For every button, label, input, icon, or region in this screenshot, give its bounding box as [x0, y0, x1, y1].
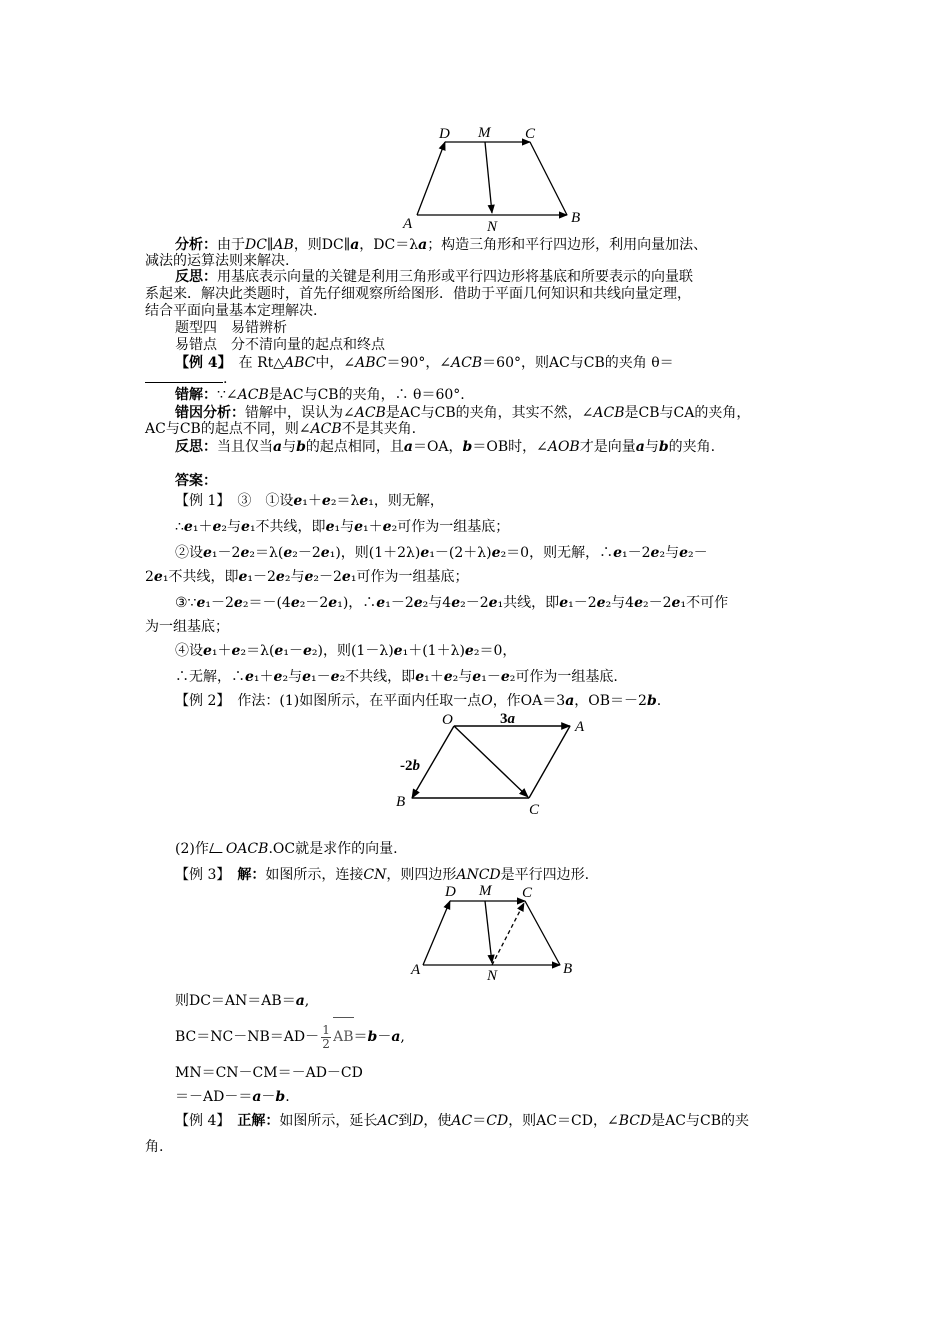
ans1-line-5 — [175, 594, 728, 612]
t: 结合平面向量基本定理解决. — [145, 303, 318, 319]
t: ₁－2 — [205, 595, 234, 611]
t: ₁不可作 — [680, 595, 729, 611]
t: 由于 — [217, 237, 245, 253]
t: ₂＝0， — [473, 643, 517, 659]
ans1-line-2 — [175, 518, 509, 536]
t: ₁－ — [311, 669, 331, 685]
t: 到 — [398, 1113, 413, 1129]
t: ₁与 — [334, 519, 355, 535]
t: 当且仅当 — [217, 439, 273, 455]
example-label: 【例 4】 — [175, 355, 225, 371]
t: 的起点相同，且 — [305, 439, 404, 455]
t: b — [462, 439, 473, 455]
reflection1-line-2 — [145, 285, 691, 303]
t: ＝60°，则AC与CB的夹角 θ＝ — [482, 355, 674, 371]
t: － — [261, 1089, 276, 1105]
t: ₂可作为一组基底； — [391, 519, 510, 535]
t: ₂＝－(4 — [242, 595, 291, 611]
t: e — [415, 669, 425, 685]
t: ACB — [451, 355, 483, 371]
t: ，DC＝λ — [359, 237, 419, 253]
t: b — [275, 1089, 286, 1105]
label-n: N — [487, 219, 498, 232]
ans1-line-3 — [175, 544, 708, 562]
label-3a-bold: a — [507, 711, 515, 727]
t: ，作OA＝3 — [492, 693, 566, 709]
t: ₁＋ — [253, 669, 274, 685]
t: e — [283, 545, 293, 561]
analysis-label: 分析： — [175, 237, 217, 253]
t: e — [325, 519, 335, 535]
t: ₂－2 — [292, 545, 321, 561]
t: ＝－AD－＝ — [175, 1089, 253, 1105]
label-3a — [500, 711, 516, 727]
t: ，使 — [423, 1113, 452, 1129]
wrong-label: 错解： — [175, 387, 217, 403]
t: e — [613, 545, 623, 561]
t: ₂＝0，则无解，∴ — [500, 545, 614, 561]
wrong-solution — [175, 386, 465, 404]
t: ₁－ — [481, 669, 501, 685]
t: 则DC＝AN＝AB＝ — [175, 993, 296, 1009]
reflection-label: 反思： — [175, 439, 217, 455]
t: CN — [363, 867, 387, 883]
t: ₁－2 — [247, 569, 276, 585]
reflection1-line-1 — [175, 268, 693, 286]
example-label: 【例 1】 — [175, 493, 224, 509]
t: e — [275, 569, 285, 585]
t: e — [634, 595, 644, 611]
eq-line-1 — [175, 992, 309, 1010]
type4-heading — [175, 319, 287, 337]
t: e — [671, 595, 681, 611]
t: e — [238, 569, 248, 585]
t: 用基底表示向量的关键是利用三角形或平行四边形将基底和所要表示的向量联 — [217, 269, 693, 285]
t: 正解： — [237, 1113, 280, 1129]
t: e — [559, 595, 569, 611]
t: e — [472, 669, 482, 685]
ans1-line-8 — [175, 668, 618, 686]
t: ₁不共线，即 — [162, 569, 239, 585]
ans1-line-4 — [145, 568, 468, 586]
t: , — [304, 993, 310, 1009]
label-c3: C — [522, 885, 533, 901]
t: e — [212, 519, 222, 535]
t: ₁－(2＋λ) — [429, 545, 492, 561]
t: ₁＋ — [363, 519, 383, 535]
t: ，则AC＝CD，∠ — [508, 1113, 619, 1129]
t: e — [241, 519, 250, 535]
t: e — [196, 595, 206, 611]
eq-line-3 — [175, 1064, 363, 1082]
t: ACB — [354, 405, 386, 421]
t: b — [658, 439, 669, 455]
t: ₂＝λ( — [240, 643, 275, 659]
t: ，则DC∥ — [293, 237, 351, 253]
eq-line-4 — [175, 1088, 290, 1106]
t: 如图所示，延长 — [279, 1113, 378, 1129]
t: 角. — [145, 1139, 164, 1155]
t: ₁－2 — [568, 595, 597, 611]
t: e — [420, 545, 430, 561]
t: ₂与 — [221, 519, 242, 535]
label-neg2b — [400, 758, 421, 774]
t: BC＝NC－NB＝AD－ — [175, 1029, 320, 1045]
t: 答案： — [175, 473, 217, 489]
t: ACB — [593, 405, 625, 421]
t: a — [635, 439, 645, 455]
t: (2)作 — [175, 841, 209, 857]
t: ②设 — [175, 545, 203, 561]
t: ANCD — [456, 867, 501, 883]
t: 中，∠ — [315, 355, 356, 371]
t: e — [231, 643, 241, 659]
t: ACB — [237, 387, 269, 403]
t: AC — [451, 1113, 473, 1129]
t: ₂与 — [659, 545, 680, 561]
label-b: B — [571, 210, 581, 226]
t: . — [656, 693, 662, 709]
t: ∴ — [175, 519, 184, 535]
t: BCD — [618, 1113, 652, 1129]
t: ₁)，∴ — [337, 595, 377, 611]
label-a3: A — [411, 962, 421, 978]
t: e — [341, 569, 351, 585]
figure-parallelogram — [392, 710, 602, 820]
eq-line-2 — [175, 1020, 405, 1054]
t: e — [153, 569, 163, 585]
t: e — [354, 519, 364, 535]
pitfall-heading — [175, 336, 385, 354]
t: 与 — [644, 439, 659, 455]
parallelogram-symbol — [209, 843, 226, 853]
t: 是AC与CB的夹角，∴ θ＝60°. — [268, 387, 465, 403]
t: ₂与 — [452, 669, 473, 685]
t: e — [320, 545, 330, 561]
t: 是CB与CA的夹角， — [624, 405, 751, 421]
t: 才是向量 — [579, 439, 636, 455]
fraction-half — [321, 1024, 331, 1051]
label-d3: D — [445, 884, 456, 900]
t: 是AC与CB的夹 — [651, 1113, 749, 1129]
t: AOB — [547, 439, 580, 455]
figure-trapezoid-2 — [405, 880, 585, 985]
t: ₂)，则(1－λ) — [311, 643, 394, 659]
t: ₁共线，即 — [497, 595, 560, 611]
t: ₁－ — [283, 643, 303, 659]
t: 2 — [145, 569, 154, 585]
t: e — [491, 545, 501, 561]
label-a2: A — [575, 719, 585, 735]
label-c2: C — [529, 802, 540, 818]
t: e — [304, 569, 314, 585]
t: ₁－2 — [211, 545, 241, 561]
reflection-label: 反思： — [175, 269, 217, 285]
t: 如图所示，连接 — [265, 867, 364, 883]
ans4-line-1 — [175, 1112, 749, 1130]
reflection1-line-3 — [145, 302, 317, 320]
t: . — [285, 1089, 290, 1105]
t: ₁＋ — [302, 493, 322, 509]
t: 的夹角. — [668, 439, 716, 455]
t: ＝OA， — [412, 439, 463, 455]
t: ＝ — [353, 1029, 368, 1045]
t: ③ ①设 — [237, 493, 294, 509]
label-n3: N — [487, 968, 498, 984]
t: e — [488, 595, 498, 611]
label-b3: B — [563, 961, 573, 977]
answers-title — [175, 472, 217, 490]
t: 解： — [237, 867, 266, 883]
label-a: A — [403, 216, 413, 232]
t: e — [183, 519, 193, 535]
t: e — [359, 493, 369, 509]
t: a — [273, 439, 283, 455]
t: ABC — [284, 355, 316, 371]
t: e — [290, 595, 300, 611]
t: 在 Rt△ — [238, 355, 285, 371]
t: .OC就是求作的向量. — [268, 841, 398, 857]
t: 不是其夹角. — [341, 421, 417, 437]
t: ACB — [310, 421, 342, 437]
label-neg2: -2 — [400, 758, 413, 774]
ans1-line-1 — [175, 492, 444, 510]
t: ₁＋ — [192, 519, 213, 535]
t: ④设 — [175, 643, 203, 659]
t: OACB — [225, 841, 269, 857]
t: ₂－2 — [313, 569, 342, 585]
t: e — [273, 669, 283, 685]
t: ABC — [355, 355, 387, 371]
t: ₁可作为一组基底； — [350, 569, 469, 585]
ans4-line-2 — [145, 1138, 163, 1156]
t: ₁＋ — [211, 643, 232, 659]
example-label: 【例 3】 — [175, 867, 224, 883]
t: ₁－2 — [622, 545, 651, 561]
t: ₁不共线，即 — [249, 519, 326, 535]
t: . — [223, 371, 228, 387]
label-neg2b-bold: b — [412, 758, 420, 774]
t: 减法的运算法则来解决. — [145, 253, 290, 269]
example-label: 【例 4】 — [175, 1113, 224, 1129]
t: e — [293, 493, 303, 509]
t: 是AC与CB的夹角，其实不然，∠ — [385, 405, 594, 421]
t: ∵∠ — [217, 387, 238, 403]
answer-blank — [145, 370, 223, 383]
label-3: 3 — [500, 711, 508, 727]
t: ₁－2 — [385, 595, 414, 611]
t: ₂－2 — [643, 595, 672, 611]
t: e — [393, 643, 403, 659]
t: 2 — [322, 1036, 330, 1051]
t: , — [400, 1029, 405, 1045]
t: a — [391, 1029, 401, 1045]
t: e — [596, 595, 606, 611]
t: e — [443, 669, 453, 685]
t: 错解中，误认为∠ — [245, 405, 355, 421]
t: e — [464, 643, 474, 659]
t: DC∥AB — [245, 237, 294, 253]
label-o: O — [442, 712, 453, 728]
ans2-line — [175, 692, 661, 710]
t: a — [418, 237, 428, 253]
t: e — [203, 643, 212, 659]
label-m: M — [478, 125, 491, 141]
t: O — [481, 693, 493, 709]
t: ₂＝λ( — [249, 545, 284, 561]
t: ＝90°，∠ — [386, 355, 452, 371]
t: a — [565, 693, 575, 709]
t: ₁＋ — [424, 669, 444, 685]
ans1-line-7 — [175, 642, 516, 660]
t: 为一组基底； — [145, 619, 229, 635]
t: ＝OB时，∠ — [472, 439, 548, 455]
t: ₁＋(1＋λ) — [402, 643, 465, 659]
t: e — [413, 595, 423, 611]
t: ₁，则无解， — [368, 493, 444, 509]
t: ₂可作为一组基底. — [509, 669, 618, 685]
t: e — [274, 643, 284, 659]
t: e — [376, 595, 386, 611]
t: D — [412, 1113, 424, 1129]
t: e — [203, 545, 212, 561]
t: AC与CB的起点不同，则∠ — [145, 421, 311, 437]
t: 与 — [282, 439, 297, 455]
t: 是平行四边形. — [500, 867, 590, 883]
t: CD — [486, 1113, 509, 1129]
t: a — [403, 439, 413, 455]
t: a — [295, 993, 305, 1009]
t: b — [296, 439, 306, 455]
t: 作法：(1)如图所示，在平面内任取一点 — [237, 693, 482, 709]
t: ③∵ — [175, 595, 197, 611]
t: ₁)，则(1＋2λ) — [329, 545, 421, 561]
t: ，OB＝－2 — [574, 693, 647, 709]
t: ∴无解，∴ — [175, 669, 245, 685]
label-c: C — [525, 126, 536, 142]
t: ₂与4 — [605, 595, 635, 611]
t: b — [646, 693, 657, 709]
example4-question — [175, 354, 674, 372]
t: e — [245, 669, 254, 685]
ans1-line-6 — [145, 618, 229, 636]
t: e — [650, 545, 660, 561]
cause-line-2 — [145, 420, 416, 438]
t: e — [500, 669, 510, 685]
ans2b-line — [175, 840, 398, 858]
t: e — [321, 493, 331, 509]
t: a — [350, 237, 360, 253]
t: 1 — [322, 1022, 330, 1037]
t: e — [302, 669, 312, 685]
t: ₂－2 — [460, 595, 489, 611]
t: e — [240, 545, 250, 561]
reflection2 — [175, 438, 715, 456]
t: ₂与4 — [422, 595, 452, 611]
t: e — [302, 643, 312, 659]
t: e — [382, 519, 392, 535]
t: ₂＝λ — [330, 493, 360, 509]
t: 易错点 分不清向量的起点和终点 — [175, 337, 385, 353]
t: b — [367, 1029, 378, 1045]
t: e — [328, 595, 338, 611]
t: － — [377, 1029, 392, 1045]
label-m3: M — [479, 883, 492, 899]
t: e — [233, 595, 243, 611]
cause-label: 错因分析： — [175, 405, 245, 421]
t: ₂－2 — [299, 595, 329, 611]
t: ₂不共线，即 — [339, 669, 416, 685]
label-b2: B — [396, 794, 406, 810]
t: ₂与 — [284, 569, 305, 585]
t: e — [330, 669, 340, 685]
t: e — [451, 595, 461, 611]
t: ₂－ — [688, 545, 708, 561]
t: a — [252, 1089, 262, 1105]
vector-ab: AB — [333, 1020, 353, 1054]
t: ，则四边形 — [386, 867, 457, 883]
t: ；构造三角形和平行四边形，利用向量加法、 — [427, 237, 708, 253]
t: e — [679, 545, 689, 561]
label-d: D — [439, 126, 450, 142]
figure-trapezoid-1 — [395, 120, 595, 232]
t: AC — [377, 1113, 399, 1129]
example-label: 【例 2】 — [175, 693, 224, 709]
t: MN＝CN－CM＝－AD－CD — [175, 1065, 363, 1081]
t: ＝ — [472, 1113, 487, 1129]
t: 系起来．解决此类题时，首先仔细观察所给图形．借助于平面几何知识和共线向量定理， — [145, 286, 691, 302]
t: 题型四 易错辨析 — [175, 320, 287, 336]
t: ₂与 — [282, 669, 303, 685]
